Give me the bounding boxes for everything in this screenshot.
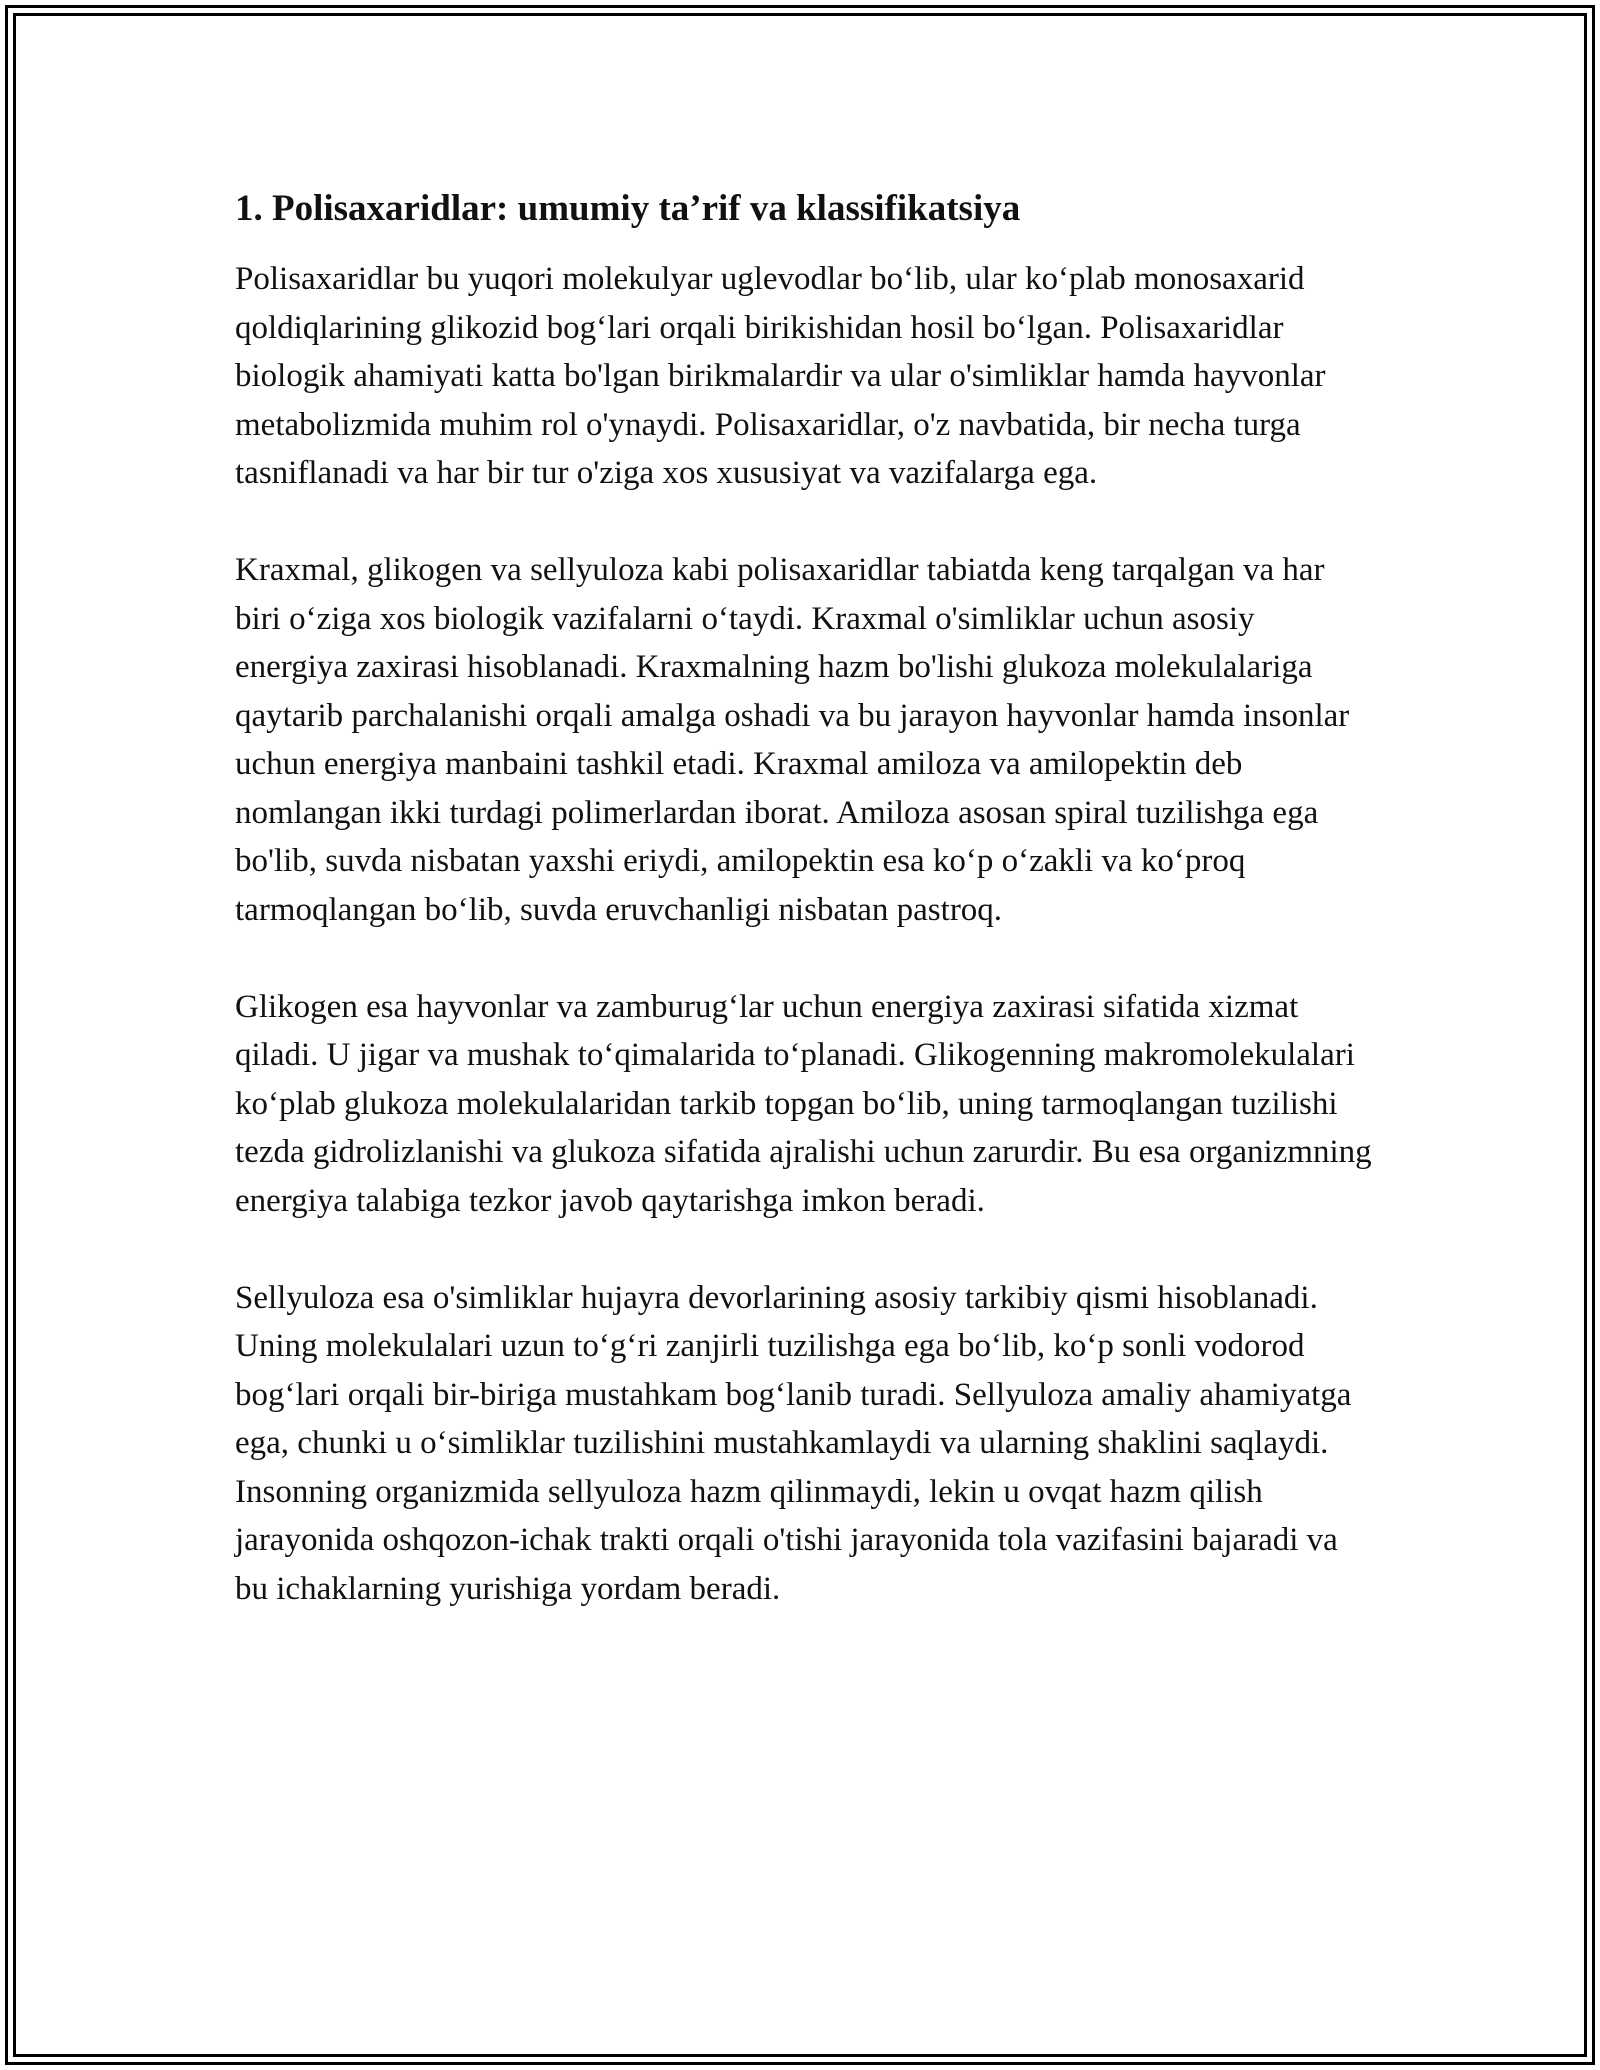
paragraph-starch: Kraxmal, glikogen va sellyuloza kabi polisaxaridlar tabiatda keng tarqalgan va har biri o‘ziga xos biologik vazifalarni o‘taydi. Kraxmal o'simliklar uchun asosiy energiya zaxirasi hisoblanadi. Kraxmalning hazm bo'lishi glukoza molekulalariga qaytarib parchalanishi orqali amalga oshadi va bu jarayon hayvonlar hamda insonlar uchun energiya manbaini tashkil etadi. Kraxmal amiloza va amilopektin deb nomlangan ikki turdagi polimerlardan iborat. Amiloza asosan spiral tuzilishga ega bo'lib, suvda nisbatan yaxshi eriydi, amilopektin esa ko‘p o‘zakli va ko‘proq tarmoqlangan bo‘lib, suvda eruvchanligi nisbatan pastroq. (235, 552, 1350, 928)
paragraph-glycogen: Glikogen esa hayvonlar va zamburug‘lar uchun energiya zaxirasi sifatida xizmat qiladi. U jigar va mushak to‘qimalarida to‘planadi. Glikogenning makromolekulalari ko‘plab glukoza molekulalaridan tarkib topgan bo‘lib, uning tarmoqlangan tuzilishi tezda gidrolizlanishi va glukoza sifatida ajralishi uchun zarurdir. Bu esa organizmning energiya talabiga tezkor javob qaytarishga imkon beradi. (235, 988, 1372, 1219)
paragraph-cellulose: Sellyuloza esa o'simliklar hujayra devorlarining asosiy tarkibiy qismi hisoblanadi. Uning molekulalari uzun to‘g‘ri zanjirli tuzilishga ega bo‘lib, ko‘p sonli vodorod bog‘lari orqali bir-biriga mustahkam bog‘lanib turadi. Sellyuloza amaliy ahamiyatga ega, chunki u o‘simliklar tuzilishini mustahkamlaydi va ularning shaklini saqlaydi. Insonning organizmida sellyuloza hazm qilinmaydi, lekin u ovqat hazm qilish jarayonida oshqozon-ichak trakti orqali o'tishi jarayonida tola vazifasini bajaradi va bu ichaklarning yurishiga yordam beradi. (235, 1279, 1352, 1607)
paragraph-intro: Polisaxaridlar bu yuqori molekulyar uglevodlar bo‘lib, ular ko‘plab monosaxarid qoldiqlarining glikozid bog‘lari orqali birikishidan hosil bo‘lgan. Polisaxaridlar biologik ahamiyati katta bo'lgan birikmalardir va ular o'simliklar hamda hayvonlar metabolizmida muhim rol o'ynaydi. Polisaxaridlar, o'z navbatida, bir necha turga tasniflanadi va har bir tur o'ziga xos xususiyat va vazifalarga ega. (235, 261, 1326, 491)
section-heading: 1. Polisaxaridlar: umumiy ta’rif va klassifikatsiya (235, 188, 1021, 229)
document-body (235, 185, 1375, 1662)
